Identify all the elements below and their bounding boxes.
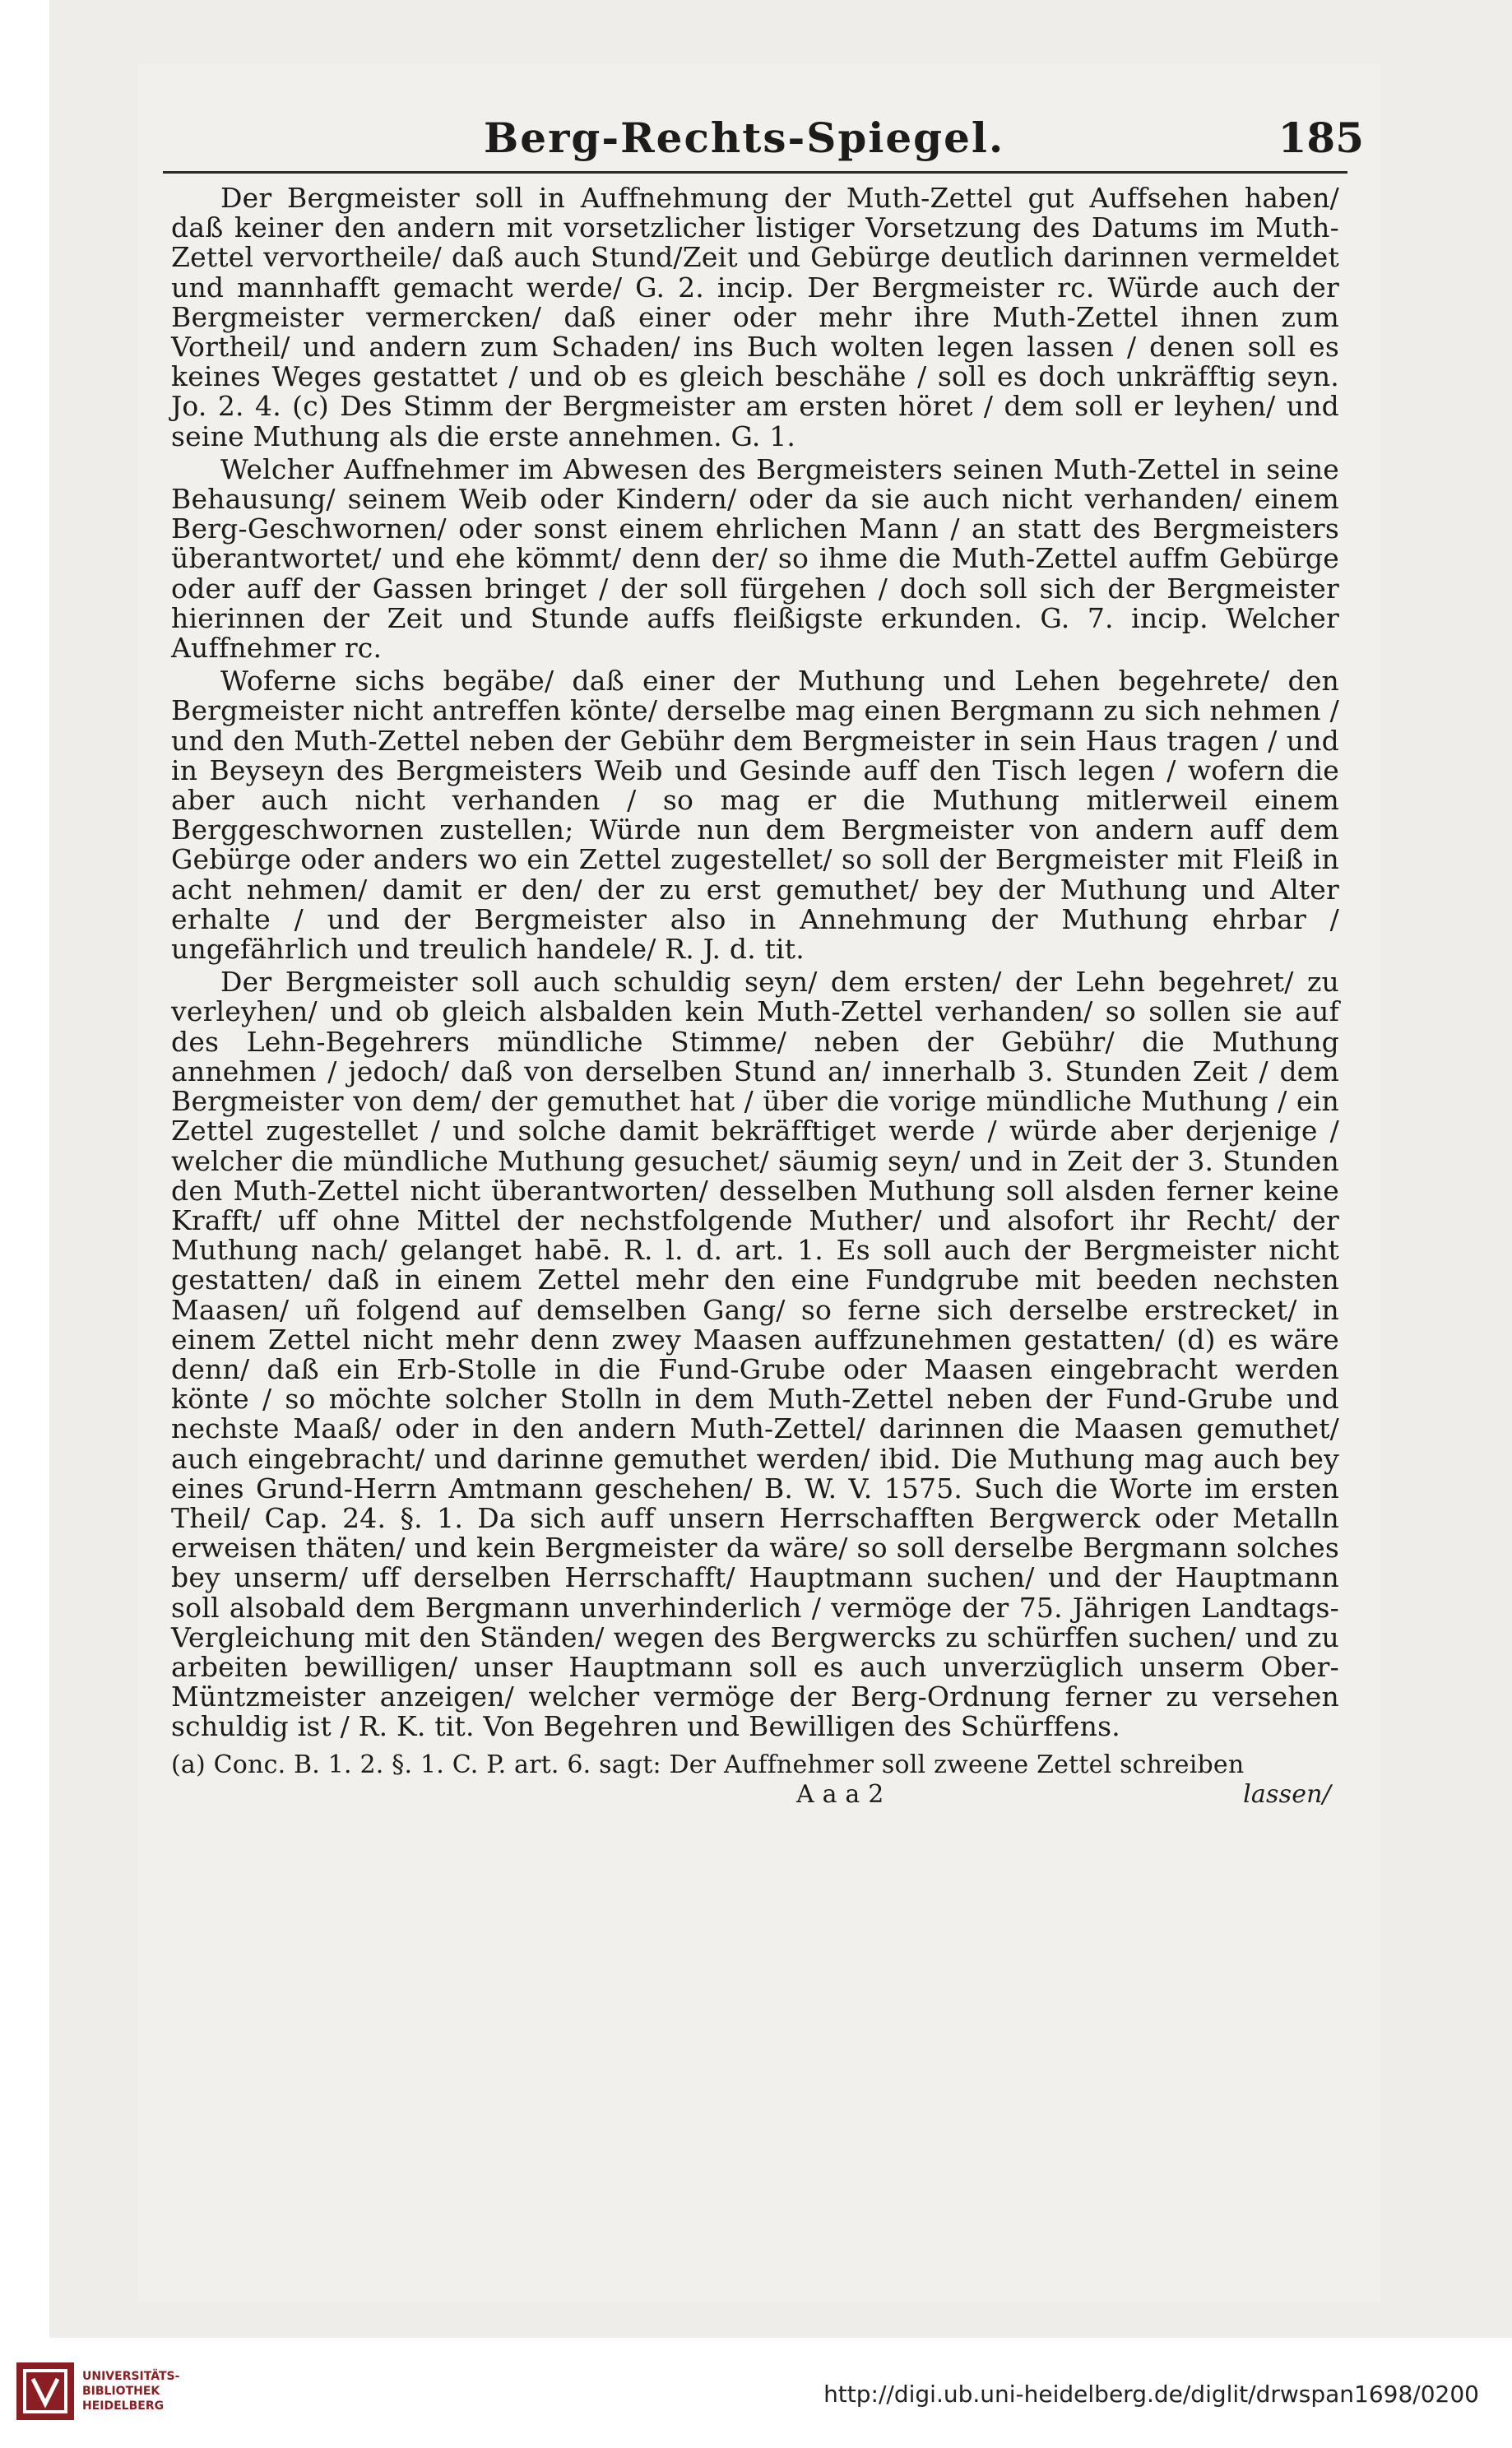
- page-url[interactable]: http://digi.ub.uni-heidelberg.de/diglit/drwspan1698/0200: [823, 2381, 1479, 2408]
- paragraph: Der Bergmeister soll in Auffnehmung der Muth-Zettel gut Auffsehen haben/ daß keiner den andern mit vorsetzlicher listiger Vorsetzung des Datums im Muth-Zettel vervortheile/ daß auch Stund/Zeit und Gebürge deutlich darinnen vermeldet und mannhafft gemacht werde/ G. 2. incip. Der Bergmeister rc. Würde auch der Bergmeister vermercken/ daß einer oder mehr ihre Muth-Zettel ihnen zum Vortheil/ und andern zum Schaden/ ins Buch wolten legen lassen / denen soll es keines Weges gestattet / und ob es gleich beschähe / soll es doch unkräfftig seyn. Jo. 2. 4. (c) Des Stimm der Bergmeister am ersten höret / dem soll er leyhen/ und seine Muthung als die erste annehmen. G. 1.: [171, 182, 1339, 452]
- signature-mark: A a a 2: [796, 1779, 884, 1809]
- library-logo-icon: [16, 2362, 74, 2420]
- running-title: Berg-Rechts-Spiegel.: [484, 114, 1005, 162]
- header-rule: [163, 171, 1347, 174]
- viewer-footer: [0, 2338, 1512, 2448]
- paragraph: Der Bergmeister soll auch schuldig seyn/ dem ersten/ der Lehn begehret/ zu verleyhen/ und ob gleich alsbalden kein Muth-Zettel verhanden/ so sollen sie auf des Lehn-Begehrers mündliche Stimme/ neben der Gebühr/ die Muthung annehmen / jedoch/ daß von derselben Stund an/ innerhalb 3. Stunden Zeit / dem Bergmeister von dem/ der gemuthet hat / über die vorige mündliche Muthung / ein Zettel zugestellet / und solche damit bekräfftiget werde / würde aber derjenige / welcher die mündliche Muthung gesuchet/ säumig seyn/ und in Zeit der 3. Stunden den Muth-Zettel nicht überantworten/ desselben Muthung soll alsden ferner keine Krafft/ uff ohne Mittel der nechstfolgende Muther/ und alsofort ihr Recht/ der Muthung nach/ gelanget habē. R. l. d. art. 1. Es soll auch der Bergmeister nicht gestatten/ daß in einem Zettel mehr den eine Fundgrube mit beeden nechsten Maasen/ uñ folgend auf demselben Gang/ so ferne sich derselbe erstrecket/ in einem Zettel nicht mehr denn zwey Maasen auffzunehmen gestatten/ (d) es wäre denn/ daß ein Erb-Stolle in die Fund-Grube oder Maasen eingebracht werden könte / so möchte solcher Stolln in dem Muth-Zettel neben der Fund-Grube und nechste Maaß/ oder in den andern Muth-Zettel/ darinnen die Maasen gemuthet/ auch eingebracht/ und darinne gemuthet werden/ ibid. Die Muthung mag auch bey eines Grund-Herrn Amtmann geschehen/ B. W. V. 1575. Such die Worte im ersten Theil/ Cap. 24. §. 1. Da sich auff unsern Herrschafften Bergwerck oder Metalln erweisen thäten/ und kein Bergmeister da wäre/ so soll derselbe Bergmann solches bey unserm/ uff derselben Herrschafft/ Hauptmann suchen/ und der Hauptmann soll alsobald dem Bergmann unverhinderlich / vermöge der 75. Jährigen Landtags-Vergleichung mit den Ständen/ wegen des Bergwercks zu schürffen suchen/ und zu arbeiten bewilligen/ unser Hauptmann soll es auch unverzüglich unserm Ober-Müntzmeister anzeigen/ welcher vermöge der Berg-Ordnung ferner zu versehen schuldig ist / R. K. tit. Von Begehren und Bewilligen des Schürffens.: [171, 966, 1339, 1743]
- book-page: [138, 64, 1380, 2302]
- paragraph: Woferne sichs begäbe/ daß einer der Muthung und Lehen begehrete/ den Bergmeister nicht antreffen könte/ derselbe mag einen Bergmann zu sich nehmen / und den Muth-Zettel neben der Gebühr dem Bergmeister in sein Haus tragen / und in Beyseyn des Bergmeisters Weib und Gesinde auff den Tisch legen / wofern die aber auch nicht verhanden / so mag er die Muthung mitlerweil einem Berggeschwornen zustellen; Würde nun dem Bergmeister von andern auff dem Gebürge oder anders wo ein Zettel zugestellet/ so soll der Bergmeister mit Fleiß in acht nehmen/ damit er den/ der zu erst gemuthet/ bey der Muthung und Alter erhalte / und der Bergmeister also in Annehmung der Muthung ehrbar / ungefährlich und treulich handele/ R. J. d. tit.: [171, 665, 1339, 966]
- logo-line: UNIVERSITÄTS-: [82, 2370, 180, 2383]
- library-logo[interactable]: [16, 2361, 230, 2427]
- page-number: 185: [1278, 114, 1364, 162]
- signature-line: [171, 1780, 1339, 1810]
- page-header: [138, 114, 1380, 179]
- logo-line: BIBLIOTHEK: [82, 2385, 160, 2398]
- footnote: (a) Conc. B. 1. 2. §. 1. C. P. art. 6. sagt: Der Auffnehmer soll zweene Zettel schreiben: [171, 1750, 1245, 1779]
- catchword: lassen/: [1243, 1779, 1331, 1809]
- paragraph: Welcher Auffnehmer im Abwesen des Bergmeisters seinen Muth-Zettel in seine Behausung/ seinem Weib oder Kindern/ oder da sie auch nicht verhanden/ einem Berg-Geschwornen/ oder sonst einem ehrlichen Mann / an statt des Bergmeisters überantwortet/ und ehe kömmt/ denn der/ so ihme die Muth-Zettel auffm Gebürge oder auff der Gassen bringet / der soll fürgehen / doch soll sich der Bergmeister hierinnen der Zeit und Stunde auffs fleißigste erkunden. G. 7. incip. Welcher Auffnehmer rc.: [171, 452, 1339, 665]
- body-text: [171, 183, 1339, 1810]
- scanned-page-background: [49, 0, 1512, 2338]
- library-logo-text: [82, 2369, 179, 2413]
- logo-line: HEIDELBERG: [82, 2399, 165, 2413]
